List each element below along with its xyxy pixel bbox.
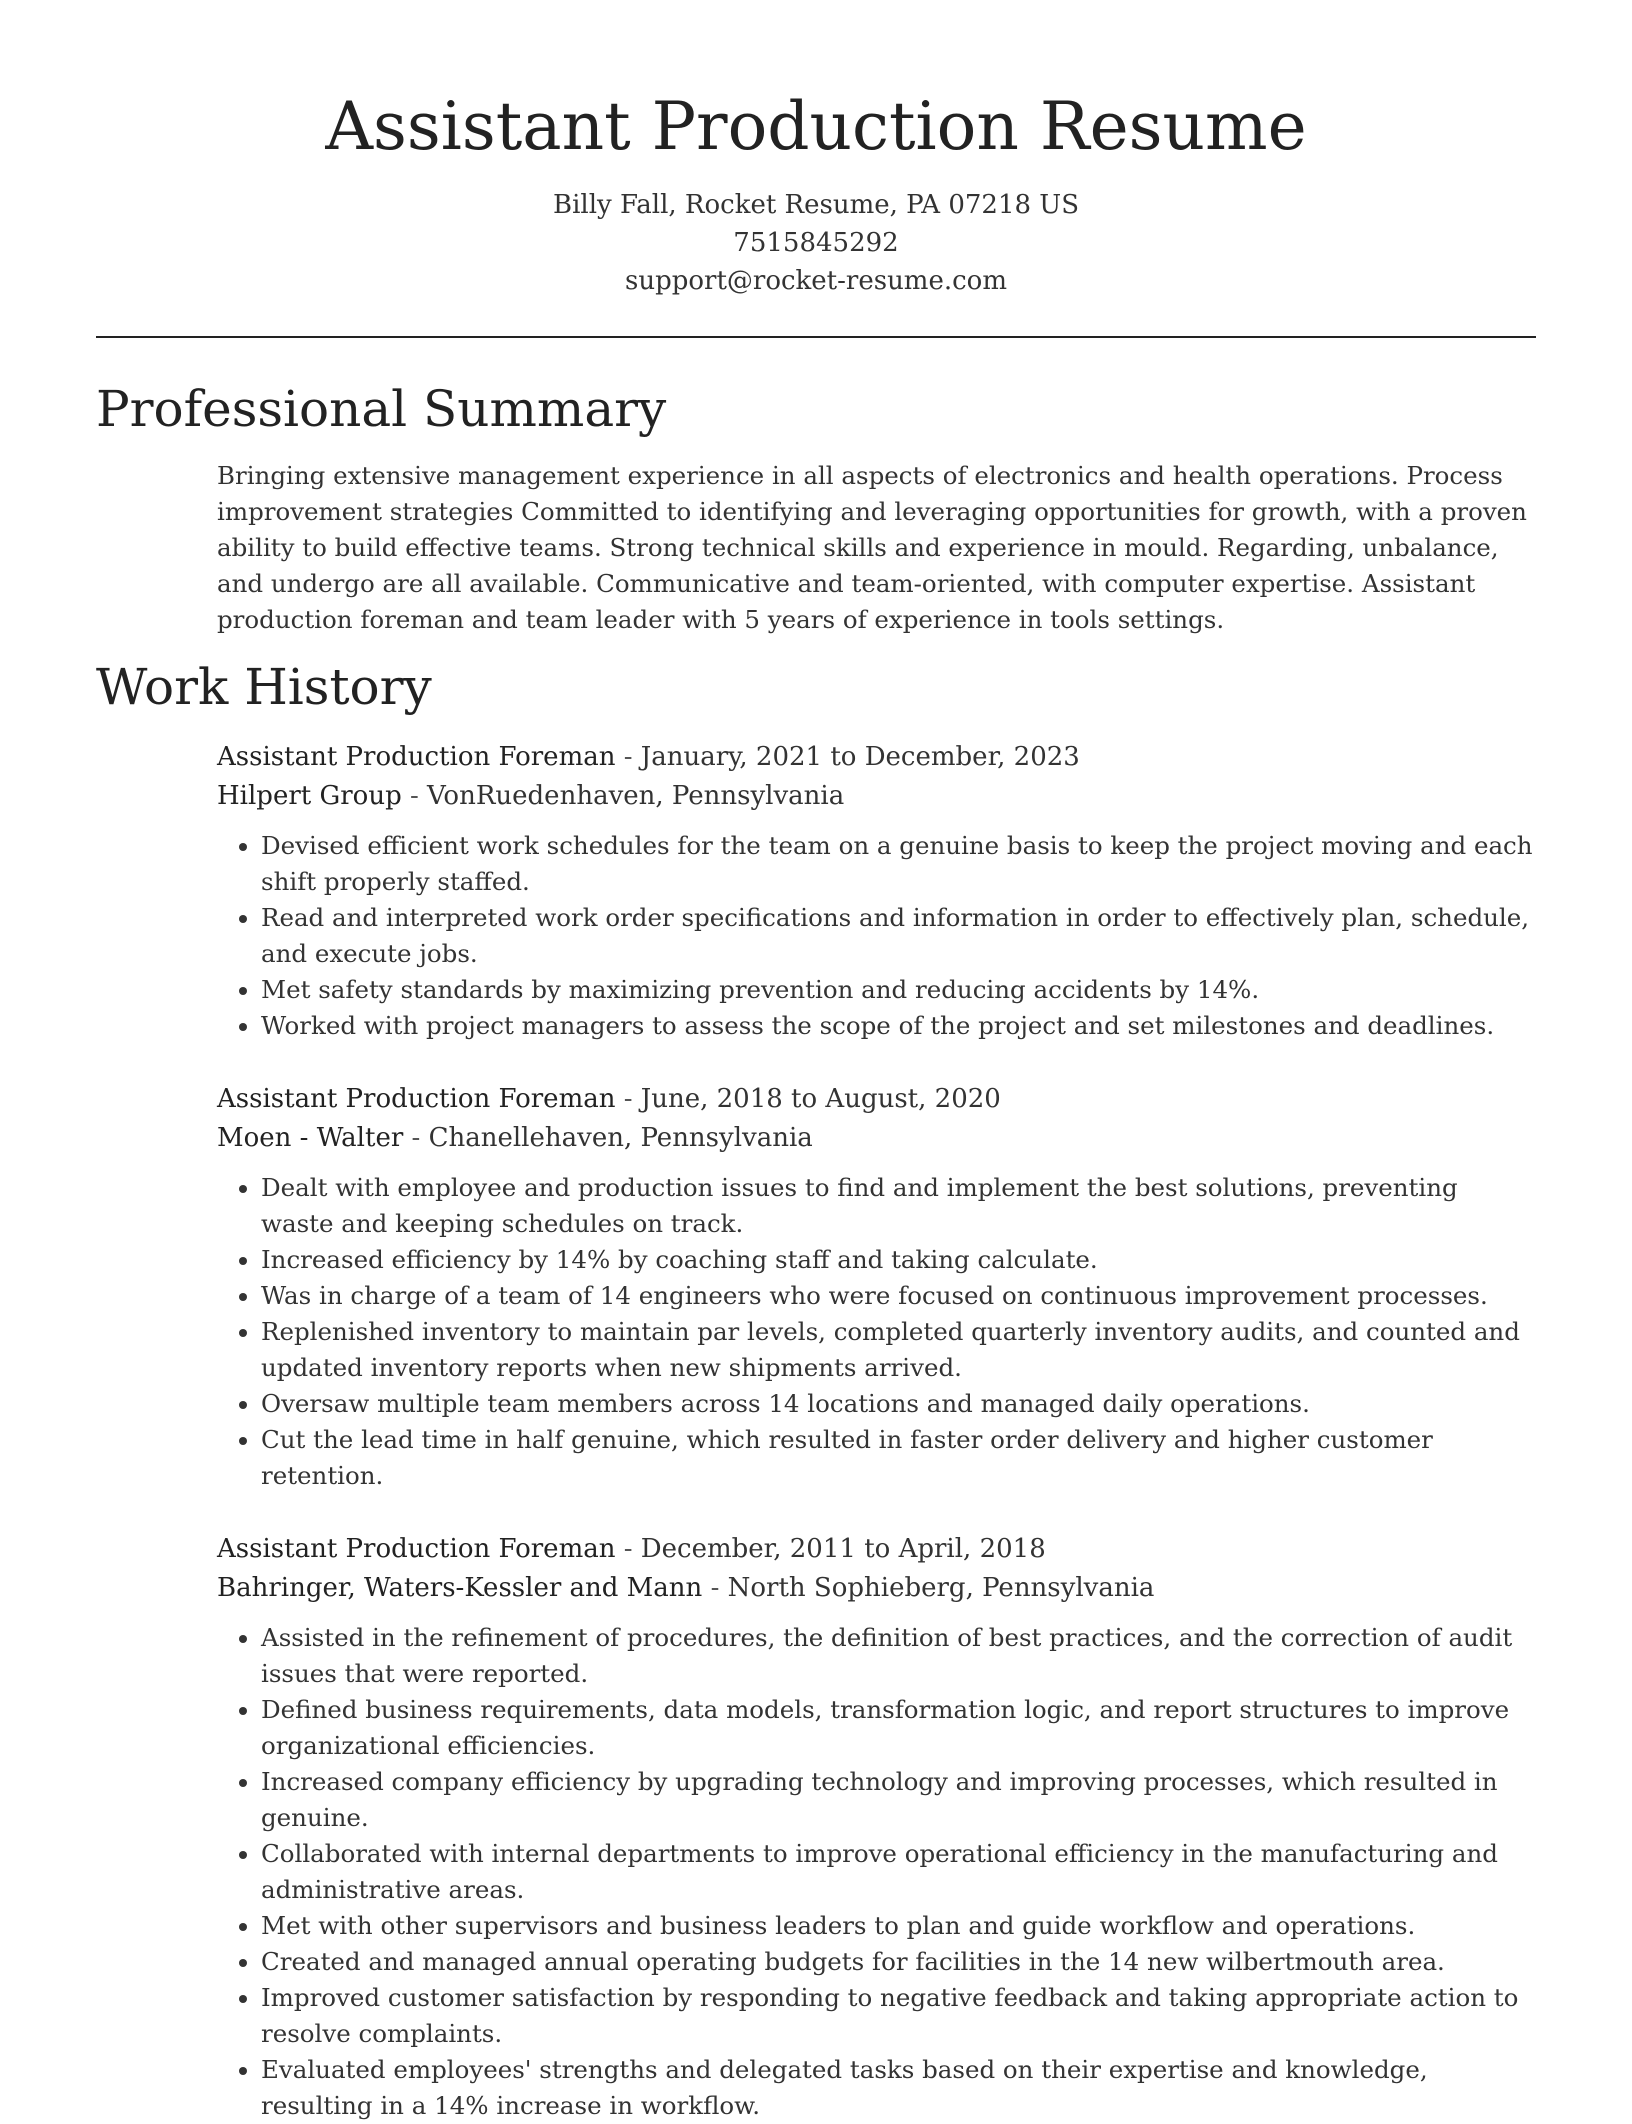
job-role: Assistant Production Foreman [217,742,616,772]
job-bullet: • Worked with project managers to assess the scope of the project and set milestones and deadlines. [261,1008,1536,1044]
job-dates: June, 2018 to August, 2020 [640,1084,1001,1114]
contact-info [96,186,1536,300]
job-dates: December, 2011 to April, 2018 [640,1534,1046,1564]
job-location: Chanellehaven, Pennsylvania [428,1123,813,1153]
job-company: Hilpert Group [217,781,402,811]
job-location: VonRuedenhaven, Pennsylvania [427,781,845,811]
job-bullets [217,1170,1536,1494]
job-bullet: • Replenished inventory to maintain par levels, completed quarterly inventory audits, and counted and updated inventory reports when new shipments arrived. [261,1314,1536,1386]
job-bullet: • Read and interpreted work order specifications and information in order to effectively plan, schedule, and execute jobs. [261,900,1536,972]
separator: - [623,742,641,772]
job-bullet: • Evaluated employees' strengths and delegated tasks based on their expertise and knowledge, resulting in a 14% increase in workflow. [261,2052,1536,2124]
job-company: Bahringer, Waters-Kessler and Mann [217,1573,703,1603]
separator: - [411,1123,429,1153]
job-bullet: • Defined business requirements, data models, transformation logic, and report structures to improve organizational efficiencies. [261,1692,1536,1764]
job-bullet: • Met with other supervisors and business leaders to plan and guide workflow and operations. [261,1908,1536,1944]
job-bullets [217,828,1536,1044]
separator: - [623,1084,641,1114]
contact-email: support@rocket-resume.com [624,266,1007,296]
summary-text: Bringing extensive management experience in all aspects of electronics and health operations. Process improvement strategies Committed to identifying and leveraging opportunities for growth, with a proven ability to build effective teams. Strong technical skills and experience in mould. Regarding, unbalance, and undergo are all available. Communicative and team-oriented, with computer expertise. Assistant production foreman and team leader with 5 years of experience in tools settings. [217,461,1527,634]
separator: - [409,781,428,811]
job-title-line [217,1080,1536,1119]
job-bullets [217,1620,1536,2124]
separator: - [710,1573,728,1603]
job-company-line [217,777,1536,816]
job-bullet: • Oversaw multiple team members across 14 locations and managed daily operations. [261,1386,1536,1422]
job-role: Assistant Production Foreman [217,1534,616,1564]
job-title-line [217,1530,1536,1569]
job-entry [217,1080,1536,1494]
job-dates: January, 2021 to December, 2023 [640,742,1080,772]
job-bullet: • Created and managed annual operating budgets for facilities in the 14 new wilbertmouth area. [261,1944,1536,1980]
job-bullet: • Increased efficiency by 14% by coaching staff and taking calculate. [261,1242,1536,1278]
contact-phone: 7515845292 [733,228,899,258]
separator: - [623,1534,641,1564]
work-history-heading: Work History [96,658,432,716]
job-bullet: • Assisted in the refinement of procedures, the definition of best practices, and the correction of audit issues that were reported. [261,1620,1536,1692]
job-entry [217,1530,1536,2124]
job-bullet: • Cut the lead time in half genuine, which resulted in faster order delivery and higher customer retention. [261,1422,1536,1494]
job-bullet: • Devised efficient work schedules for the team on a genuine basis to keep the project moving and each shift properly staffed. [261,828,1536,900]
job-bullet: • Was in charge of a team of 14 engineers who were focused on continuous improvement processes. [261,1278,1536,1314]
job-bullet: • Increased company efficiency by upgrading technology and improving processes, which resulted in genuine. [261,1764,1536,1836]
resume-title: Assistant Production Resume [325,88,1307,165]
job-company: Moen - Walter [217,1123,404,1153]
job-company-line [217,1119,1536,1158]
job-entry [217,738,1536,1044]
job-location: North Sophieberg, Pennsylvania [727,1573,1155,1603]
job-bullet: • Collaborated with internal departments to improve operational efficiency in the manufacturing and administrative areas. [261,1836,1536,1908]
resume-header [96,0,1536,300]
job-title-line [217,738,1536,777]
job-bullet: • Met safety standards by maximizing prevention and reducing accidents by 14%. [261,972,1536,1008]
header-divider [96,336,1536,338]
job-company-line [217,1569,1536,1608]
contact-address: Billy Fall, Rocket Resume, PA 07218 US [552,190,1080,220]
job-role: Assistant Production Foreman [217,1084,616,1114]
job-bullet: • Improved customer satisfaction by responding to negative feedback and taking appropriate action to resolve complaints. [261,1980,1536,2052]
job-bullet: • Dealt with employee and production issues to find and implement the best solutions, preventing waste and keeping schedules on track. [261,1170,1536,1242]
summary-heading: Professional Summary [96,380,667,438]
